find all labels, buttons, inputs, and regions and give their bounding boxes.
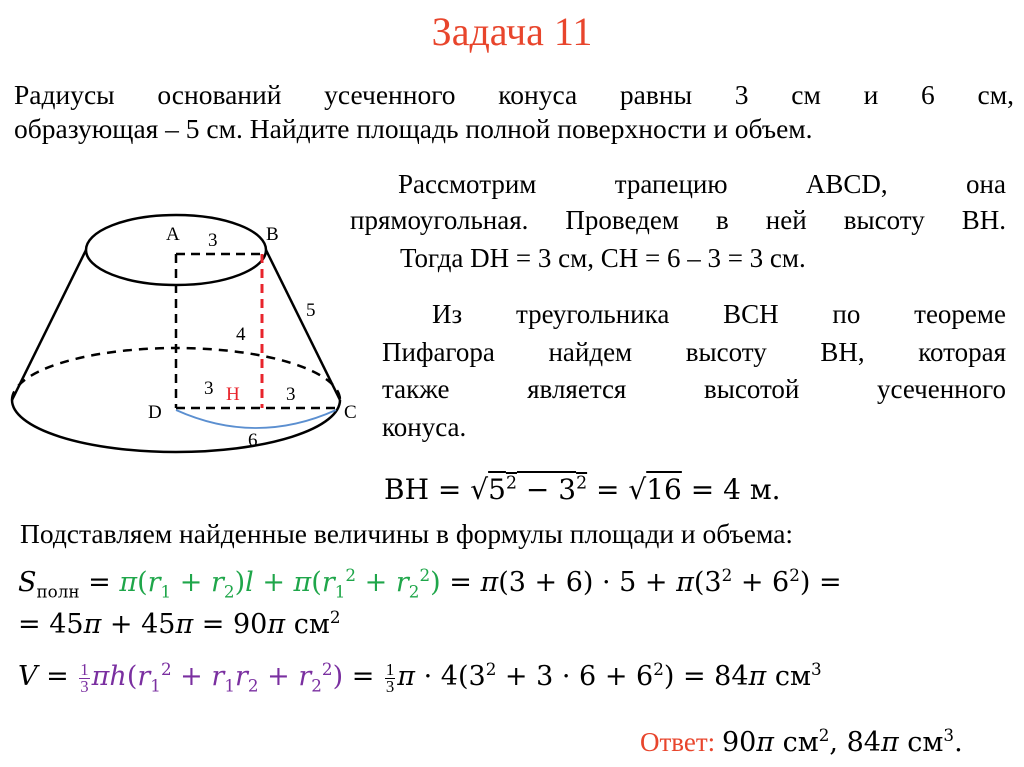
- p2-line-4: конуса.: [382, 411, 467, 442]
- problem-statement: [14, 78, 1014, 146]
- volume-formula: V = $\frac{1}{3}$ $\pi h(r_1^2 + r_1r_2 + r_2^2)$ = $\frac{1}{3}$ $\pi \cdot 4(3^2 + 3 \cdot 6 + 6^2) = 84\pi$ $см^3$: [18, 659, 822, 697]
- label-H: H: [226, 384, 240, 405]
- label-hc: 3: [286, 384, 296, 405]
- substitute-text: Подставляем найденные величины в формулы площади и объема:: [20, 518, 794, 549]
- p2-line-3: также является высотой усеченного: [382, 374, 1006, 404]
- solution-paragraph-1: [350, 166, 1006, 238]
- label-D: D: [148, 402, 162, 423]
- p1-line-3: Тогда DH = 3 см, CH = 6 – 3 = 3 см.: [400, 243, 806, 273]
- label-top-radius: 3: [208, 230, 218, 251]
- label-A: A: [166, 224, 180, 245]
- solution-paragraph-2: [382, 296, 1006, 446]
- label-dh: 3: [204, 378, 214, 399]
- frustum-figure: [0, 210, 380, 460]
- answer: Ответ: 90π $см^2$, 84π $см^3$.: [640, 725, 963, 758]
- label-B: B: [266, 224, 279, 245]
- bh-formula: BH = $√5^2 - 3^2 = √16 = 4$ м.: [384, 473, 781, 506]
- left-generatrix: [12, 250, 86, 400]
- p2-line-1: Из треугольника BCH по теореме: [432, 299, 1006, 329]
- slide-title: Задача 11: [431, 9, 593, 54]
- surface-formula: $S_{полн} = \pi(r_1 + r_2)l + \pi(r_1^2 + r_2^2) = \pi(3 + 6) \cdot 5 + \pi(3^2 + 6^2)$ =: [18, 565, 842, 602]
- label-height: 4: [236, 324, 246, 345]
- radius-arc: [176, 410, 336, 428]
- p1-line-2: прямоугольная. Проведем в ней высоту BH.: [350, 205, 1006, 235]
- right-generatrix: [266, 250, 340, 400]
- p1-line-1: Рассмотрим трапецию ABCD, она: [398, 169, 1006, 199]
- surface-formula-result: = 45π + 45π = 90π $см^2$: [18, 607, 341, 640]
- problem-line-2: образующая – 5 см. Найдите площадь полной поверхности и объем.: [14, 113, 813, 144]
- problem-line-1: Радиусы оснований усеченного конуса равны 3 см и 6 см,: [14, 79, 1014, 110]
- p2-line-2: Пифагора найдем высоту BH, которая: [382, 336, 1006, 367]
- label-bottom-radius: 6: [248, 430, 258, 451]
- answer-label: Ответ:: [640, 727, 716, 757]
- label-C: C: [344, 402, 357, 423]
- label-slant: 5: [306, 300, 316, 321]
